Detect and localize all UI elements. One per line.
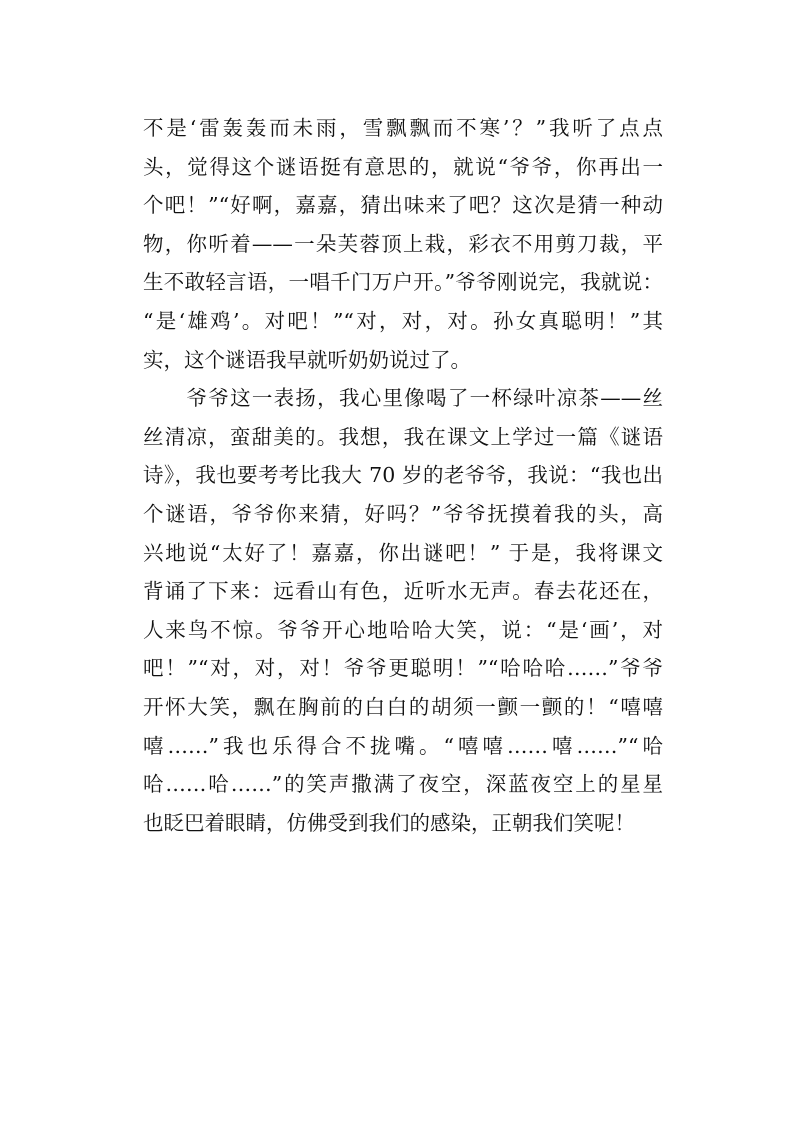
text-line: “是‘雄鸡’。对吧！”“对，对，对。孙女真聪明！”其	[143, 308, 663, 333]
text-line: 哈……哈……”的笑声撒满了夜空，深蓝夜空上的星星	[143, 772, 663, 797]
text-line: 个谜语，爷爷你来猜，好吗？”爷爷抚摸着我的头，高	[143, 501, 663, 526]
text-line: 诗》，我也要考考比我大 70 岁的老爷爷，我说：“我也出	[143, 463, 663, 488]
text-line: 爷爷这一表扬，我心里像喝了一杯绿叶凉茶——丝	[143, 386, 663, 411]
text-line: 生不敢轻言语，一唱千门万户开。”爷爷刚说完，我就说：	[143, 270, 663, 295]
body-text	[143, 109, 663, 842]
text-line: 背诵了下来：远看山有色，近听水无声。春去花还在，	[143, 579, 663, 604]
text-line: 兴地说“太好了！嘉嘉，你出谜吧！” 于是，我将课文	[143, 540, 663, 565]
text-line: 实，这个谜语我早就听奶奶说过了。	[143, 347, 471, 372]
text-line: 开怀大笑，飘在胸前的白白的胡须一颤一颤的！“嘻嘻	[143, 694, 663, 719]
text-line: 吧！”“对，对，对！爷爷更聪明！”“哈哈哈……”爷爷	[143, 656, 663, 681]
text-line: 人来鸟不惊。爷爷开心地哈哈大笑，说：“是‘画’，对	[143, 617, 663, 642]
text-line: 丝清凉，蛮甜美的。我想，我在课文上学过一篇《谜语	[143, 424, 663, 449]
text-line: 也眨巴着眼睛，仿佛受到我们的感染，正朝我们笑呢！	[143, 810, 635, 835]
text-line: 头，觉得这个谜语挺有意思的，就说“爷爷，你再出一	[143, 154, 663, 179]
text-line: 不是‘雷轰轰而未雨，雪飘飘而不寒’？”我听了点点	[143, 116, 663, 140]
text-line: 嘻……”我也乐得合不拢嘴。“嘻嘻……嘻……”“哈	[143, 733, 663, 758]
text-line: 物，你听着——一朵芙蓉顶上栽，彩衣不用剪刀裁，平	[143, 231, 663, 256]
text-line: 个吧！”“好啊，嘉嘉，猜出味来了吧？这次是猜一种动	[143, 193, 663, 218]
